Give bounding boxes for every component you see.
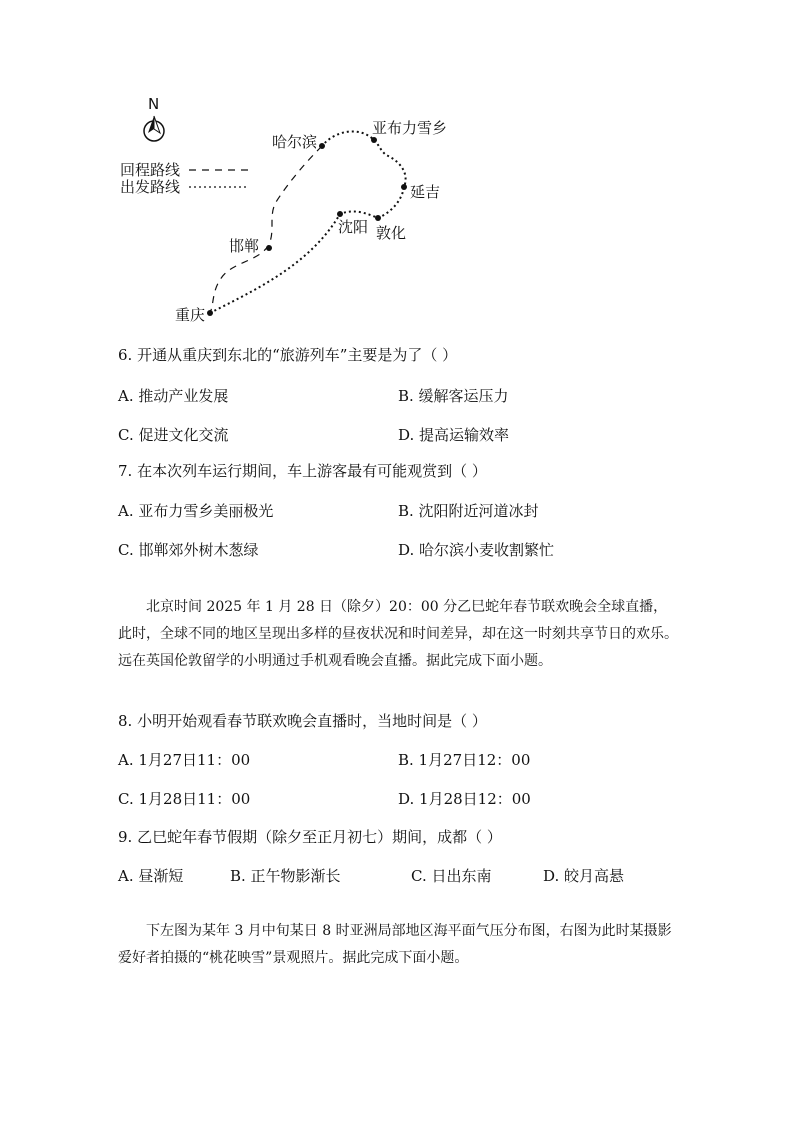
passage-2-text: 下左图为某年 3 月中旬某日 8 时亚洲局部地区海平面气压分布图，右图为此时某摄影爱好者拍摄的“桃花映雪”景观照片。据此完成下面小题。 [118, 923, 672, 966]
city-handan: 邯郸 [229, 237, 260, 255]
city-harbin: 哈尔滨 [272, 133, 318, 151]
return-route [210, 146, 322, 313]
city-dot-yanji [401, 184, 407, 190]
question-8-stem: 8. 小明开始观看春节联欢晚会直播时，当地时间是（ ） [118, 712, 487, 730]
city-shenyang: 沈阳 [338, 218, 369, 236]
question-6-option-b[interactable]: B. 缓解客运压力 [398, 387, 509, 405]
question-7-option-a[interactable]: A. 亚布力雪乡美丽极光 [118, 502, 274, 520]
question-6-option-d[interactable]: D. 提高运输效率 [398, 426, 510, 444]
legend-return-label: 回程路线 [120, 161, 181, 179]
city-yabuli: 亚布力雪乡 [372, 119, 448, 137]
city-dot-chongqing [207, 310, 213, 316]
passage-1 [118, 594, 680, 675]
city-dot-dunhua [375, 215, 381, 221]
question-9-stem: 9. 乙巳蛇年春节假期（除夕至正月初七）期间，成都（ ） [118, 828, 502, 846]
question-6-option-c[interactable]: C. 促进文化交流 [118, 426, 229, 444]
city-dot-yabuli [371, 137, 377, 143]
question-9-option-d[interactable]: D. 皎月高悬 [543, 867, 625, 885]
depart-route [210, 131, 406, 313]
question-7-option-d[interactable]: D. 哈尔滨小麦收割繁忙 [398, 541, 555, 559]
question-9-option-b[interactable]: B. 正午物影渐长 [230, 867, 341, 885]
question-8-option-c[interactable]: C. 1月28日11：00 [118, 790, 251, 808]
passage-2 [118, 918, 680, 972]
north-label: N [148, 95, 160, 113]
question-8-option-a[interactable]: A. 1月27日11：00 [118, 751, 251, 769]
north-arrow-icon [144, 116, 164, 141]
city-dot-harbin [319, 143, 325, 149]
city-chongqing: 重庆 [175, 306, 206, 324]
question-7-option-b[interactable]: B. 沈阳附近河道冰封 [398, 502, 539, 520]
question-9-option-c[interactable]: C. 日出东南 [411, 867, 492, 885]
question-9-option-a[interactable]: A. 昼渐短 [118, 867, 184, 885]
question-6-stem: 6. 开通从重庆到东北的“旅游列车”主要是为了（ ） [118, 346, 458, 364]
question-8-option-d[interactable]: D. 1月28日12：00 [398, 790, 531, 808]
passage-1-text: 北京时间 2025 年 1 月 28 日（除夕）20：00 分乙巳蛇年春节联欢晚会全球直播，此时，全球不同的地区呈现出多样的昼夜状况和时间差异，却在这一时刻共享节日的欢乐。远在英国伦敦留学的小明通过手机观看晚会直播。据此完成下面小题。 [118, 599, 678, 669]
city-dot-shenyang [337, 211, 343, 217]
question-7-option-c[interactable]: C. 邯郸郊外树木葱绿 [118, 541, 259, 559]
route-map [0, 0, 794, 330]
city-yanji: 延吉 [410, 183, 441, 201]
legend-depart-label: 出发路线 [120, 178, 181, 196]
city-dunhua: 敦化 [376, 224, 407, 242]
question-7-stem: 7. 在本次列车运行期间，车上游客最有可能观赏到（ ） [118, 462, 487, 480]
question-8-option-b[interactable]: B. 1月27日12：00 [398, 751, 531, 769]
city-dot-handan [266, 245, 272, 251]
question-6-option-a[interactable]: A. 推动产业发展 [118, 387, 229, 405]
